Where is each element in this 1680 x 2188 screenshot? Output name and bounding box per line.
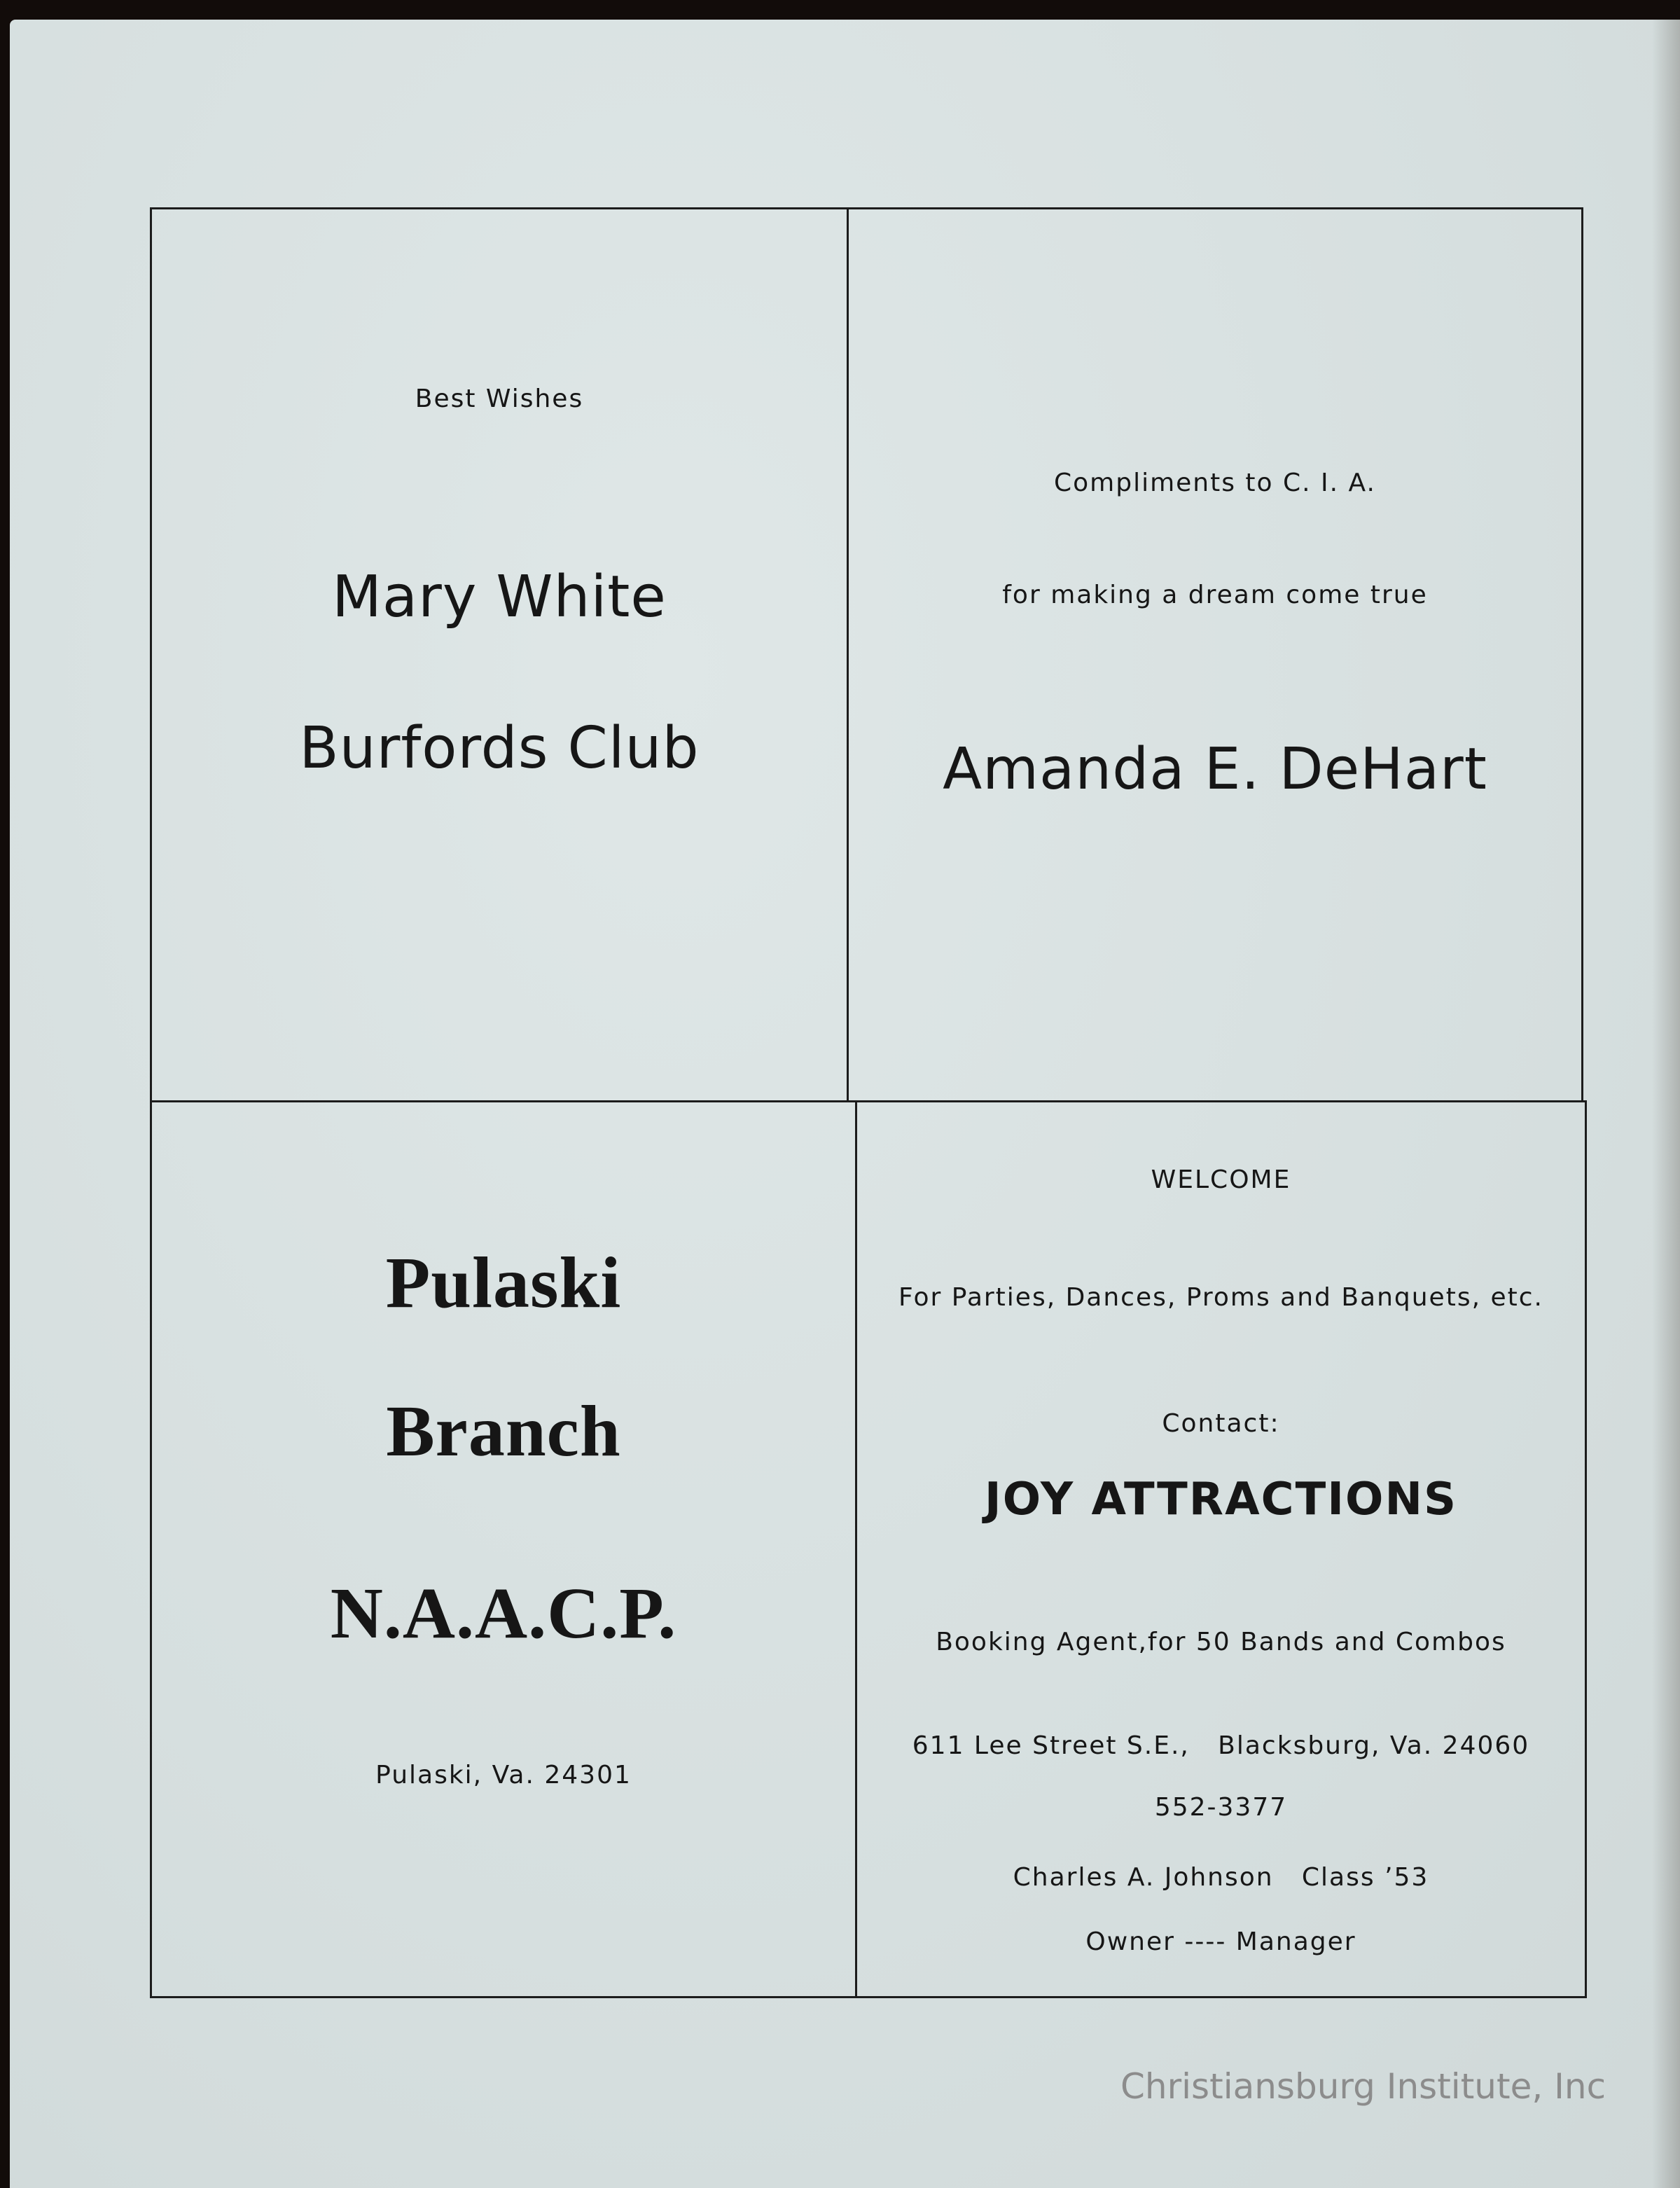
ad-name-line2: Burfords Club — [299, 715, 700, 782]
ad-name: Amanda E. DeHart — [943, 736, 1487, 803]
ad-dream-line: for making a dream come true — [1002, 581, 1428, 609]
ad-street-address: 611 Lee Street S.E., Blacksburg, Va. 24060 — [912, 1731, 1530, 1760]
ad-name-line1: Mary White — [332, 564, 667, 630]
ad-amanda-dehart — [847, 207, 1583, 1102]
ad-mary-white — [150, 207, 849, 1102]
page-edge-shadow — [1652, 20, 1680, 2188]
ad-compliments: Compliments to C. I. A. — [1054, 469, 1376, 497]
ad-services: For Parties, Dances, Proms and Banquets, etc. — [898, 1283, 1543, 1312]
ad-greeting: Best Wishes — [415, 385, 584, 413]
ad-company: JOY ATTRACTIONS — [984, 1474, 1458, 1525]
archive-watermark: Christiansburg Institute, Inc — [1120, 2066, 1606, 2107]
ad-pulaski-naacp — [150, 1100, 857, 1998]
ad-person: Charles A. Johnson Class ’53 — [1013, 1863, 1429, 1892]
ad-naacp: N.A.A.C.P. — [330, 1573, 677, 1654]
ad-contact-label: Contact: — [1162, 1409, 1280, 1438]
ad-address: Pulaski, Va. 24301 — [375, 1761, 632, 1789]
ad-description: Booking Agent,for 50 Bands and Combos — [936, 1628, 1506, 1656]
ad-joy-attractions — [855, 1100, 1587, 1998]
ad-role: Owner ---- Manager — [1085, 1927, 1356, 1956]
ad-welcome: WELCOME — [1151, 1165, 1291, 1194]
ad-pulaski: Pulaski — [385, 1242, 622, 1323]
ad-phone: 552-3377 — [1154, 1793, 1288, 1822]
ad-branch: Branch — [386, 1391, 621, 1472]
